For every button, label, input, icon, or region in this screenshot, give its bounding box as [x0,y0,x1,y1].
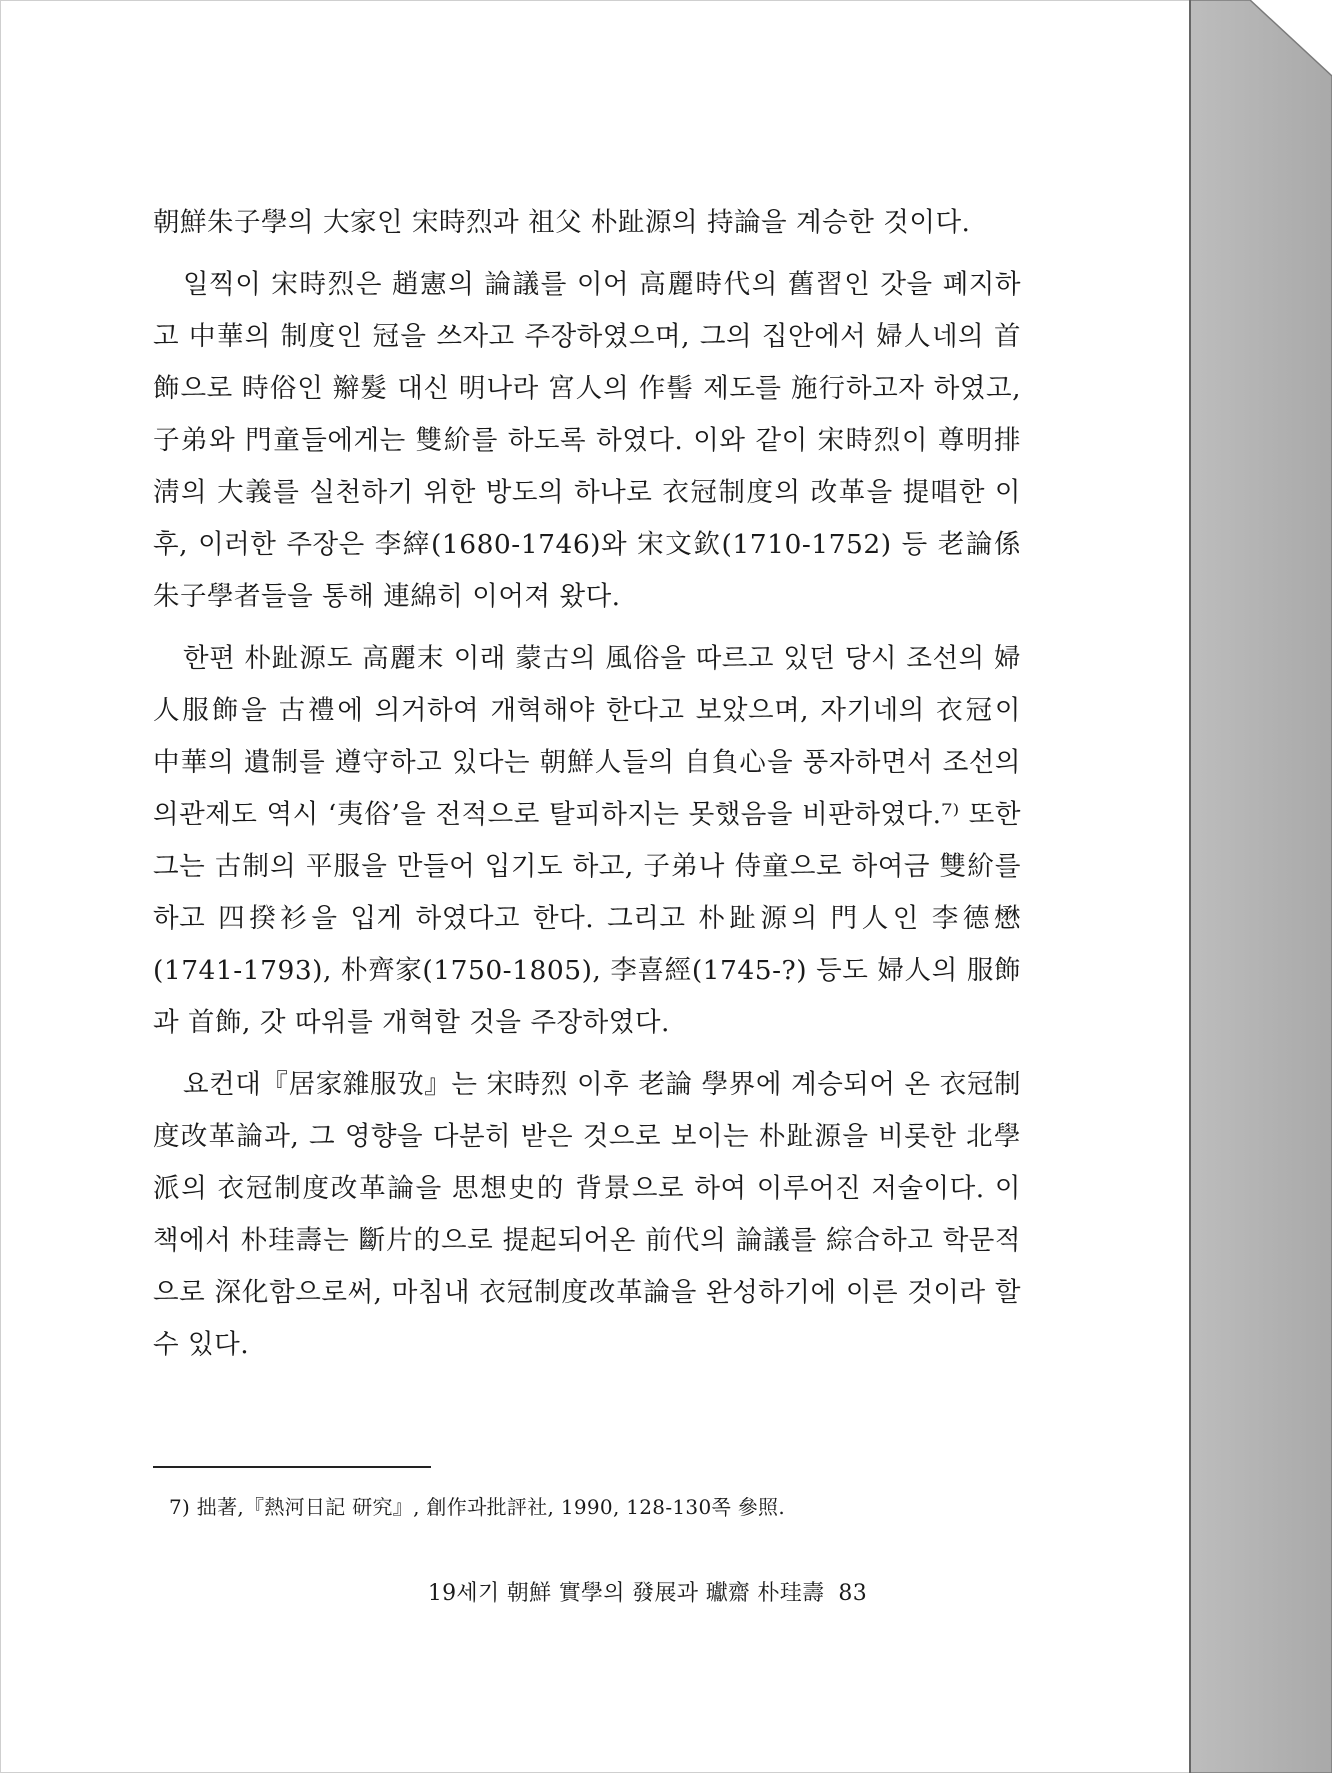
paragraph-3: 한편 朴趾源도 高麗末 이래 蒙古의 風俗을 따르고 있던 당시 조선의 婦人服飾을 古禮에 의거하여 개혁해야 한다고 보았으며, 자기네의 衣冠이 中華의 遺制를 遵守하고 있다는 朝鮮人들의 自負心을 풍자하면서 조선의 의관제도 역시 ‘夷俗’을 전적으로 탈피하지는 못했음을 비판하였다.⁷⁾ 또한 그는 古制의 平服을 만들어 입기도 하고, 子弟나 侍童으로 하여금 雙紒를 하고 四揆衫을 입게 하였다고 한다. 그리고 朴趾源의 門人인 李德懋(1741-1793), 朴齊家(1750-1805), 李喜經(1745-?) 등도 婦人의 服飾과 首飾, 갓 따위를 개혁할 것을 주장하였다. [153,643,1021,1038]
page-number: 83 [838,1581,867,1606]
running-title: 19세기 朝鮮 實學의 發展과 瓛齋 朴珪壽 [427,1581,825,1606]
paragraph-4: 요컨대『居家雜服攷』는 宋時烈 이후 老論 學界에 계승되어 온 衣冠制度改革論과, 그 영향을 다분히 받은 것으로 보이는 朴趾源을 비롯한 北學派의 衣冠制度改革論을 思想史的 背景으로 하여 이루어진 저술이다. 이 책에서 朴珪壽는 斷片的으로 提起되어온 前代의 論議를 綜合하고 학문적으로 深化함으로써, 마침내 衣冠制度改革論을 완성하기에 이른 것이라 할 수 있다. [153,1069,1021,1360]
footnote-7: 7) 拙著,『熱河日記 研究』, 創作과批評社, 1990, 128-130쪽 參照. [169,1495,786,1519]
paragraph-2: 일찍이 宋時烈은 趙憲의 論議를 이어 高麗時代의 舊習인 갓을 폐지하고 中華의 制度인 冠을 쓰자고 주장하였으며, 그의 집안에서 婦人네의 首飾으로 時俗인 辮髮 대신 明나라 宮人의 作髻 제도를 施行하고자 하였고, 子弟와 門童들에게는 雙紒를 하도록 하였다. 이와 같이 宋時烈이 尊明排淸의 大義를 실천하기 위한 방도의 하나로 衣冠制度의 改革을 提唱한 이후, 이러한 주장은 李縡(1680-1746)와 宋文欽(1710-1752) 등 老論係 朱子學者들을 통해 連綿히 이어져 왔다. [153,269,1021,612]
paragraph-1: 朝鮮朱子學의 大家인 宋時烈과 祖父 朴趾源의 持論을 계승한 것이다. [153,207,971,238]
